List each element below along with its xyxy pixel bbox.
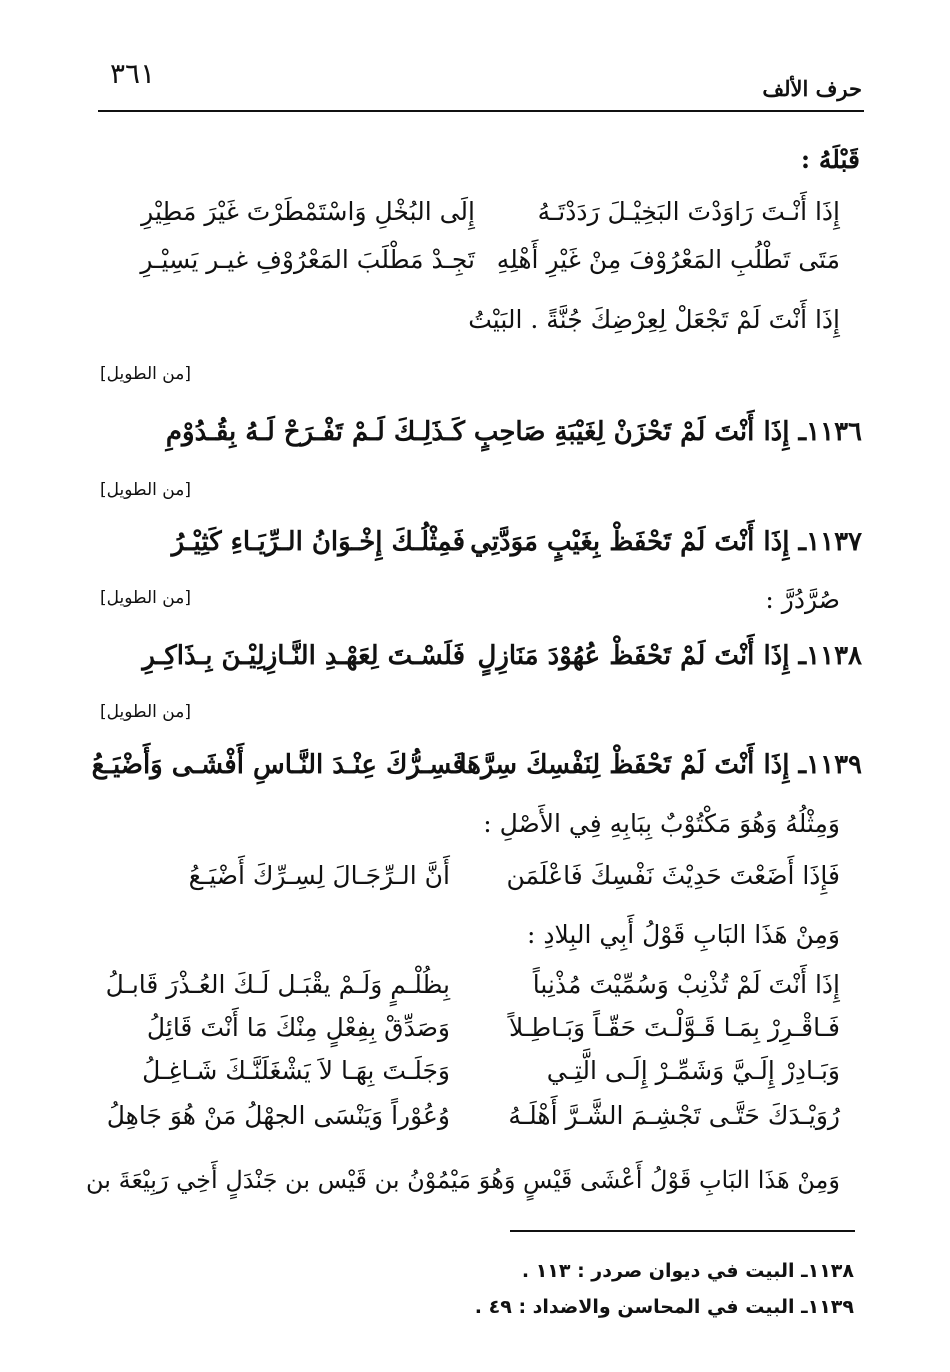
meter-label: [من الطويل] bbox=[100, 364, 191, 384]
verse-right: ١١٣٧ـ إِذَا أَنْتَ لَمْ تَحْفَظْ بِغَيْبٍ مَوَدَّتِي bbox=[470, 527, 862, 557]
note-line: وَمِنْ هَذَا البَابِ قَوْلُ أَعْشَى قَيْسٍ وَهُوَ مَيْمُوْنُ بن قَيْس بن جَنْدَلٍ أَخِي رَبِيْعَةَ بن bbox=[86, 1166, 840, 1194]
verse-right: فَإِذَا أَضَعْتَ حَدِيْثَ نَفْسِكَ فَاعْلَمَن bbox=[506, 861, 840, 890]
verse-right: ١١٣٩ـ إِذَا أَنْتَ لَمْ تَحْفَظْ لِنَفْسِكَ سِرَّهَا bbox=[459, 750, 862, 780]
meter-label: [من الطويل] bbox=[100, 588, 191, 608]
header-rule bbox=[98, 110, 864, 112]
verse-left: تَجِـدْ مَطْلَبَ المَعْرُوْفِ غيـر يَسِيْـرِ bbox=[140, 245, 475, 274]
footnote: ١١٣٨ـ البيت في ديوان صردر : ١١٣ . bbox=[521, 1260, 854, 1282]
verse-right: إِذَا أَنْـتَ رَاوَدْتَ البَخِيْـلَ رَدَدْتَـهُ bbox=[537, 197, 840, 226]
verse-left: فَلَسْـتَ لِعَهْـدِ النَّـازِلِيْـنَ بِـذَاكِـرِ bbox=[142, 641, 465, 671]
verse-right: ١١٣٦ـ إِذَا أَنْتَ لَمْ تَحْزَنْ لِغَيْبَةِ صَاحِبٍ bbox=[473, 417, 862, 447]
footnote-rule bbox=[510, 1230, 855, 1232]
verse-left: وَصَدِّقْ بِفِعْلٍ مِنْكَ مَا أَنْتَ قَائِلُ bbox=[146, 1013, 450, 1042]
verse-right: فَـاقْـرِرْ بِمَـا قَـوَّلْـتَ حَقّـاً وَبَـاطِـلاً bbox=[508, 1013, 840, 1042]
verse-left: أَنَّ الـرِّجَـالَ لِسِـرِّكَ أَضْيَـعُ bbox=[188, 861, 450, 890]
note-line: وَمِنْ هَذَا البَابِ قَوْلُ أَبِي البِلادِ : bbox=[526, 920, 840, 949]
verse-left: كَـذَلِـكَ لَـمْ تَفْـرَحْ لَـهُ بِقُـدُوْمِ bbox=[165, 417, 465, 447]
verse-right: ١١٣٨ـ إِذَا أَنْتَ لَمْ تَحْفَظْ عُهُوْدَ مَنَازِلٍ bbox=[477, 641, 862, 671]
verse-left: وُعُوْراً وَيَنْسَى الجهْلُ مَنْ هُوَ جَاهِلُ bbox=[106, 1101, 450, 1130]
verse-left: فَسِـرُّكَ عِنْـدَ النَّـاسِ أَفْشَـى وَأَضْيَـعُ bbox=[91, 750, 465, 780]
verse-right: إِذَا أَنْتَ لَمْ تُذْنِبْ وَسُمِّيْتَ مُذْنِباً bbox=[532, 970, 840, 999]
footnote: ١١٣٩ـ البيت في المحاسن والاضداد : ٤٩ . bbox=[474, 1296, 854, 1318]
verse-left: فَمِثْلُـكَ إِخْـوَانُ الـرِّيَـاءِ كَثِيْـرُ bbox=[171, 527, 465, 557]
meter-label: [من الطويل] bbox=[100, 702, 191, 722]
meter-label: [من الطويل] bbox=[100, 480, 191, 500]
verse-right: وَبَـادِرْ إِلَـيَّ وَشَمِّـرْ إِلَـى الَّتِـي bbox=[546, 1056, 840, 1085]
verse-left: إِلَى البُخْلِ وَاسْتَمْطَرْتَ غَيْرَ مَطِيْرِ bbox=[141, 197, 475, 226]
page-number: ٣٦١ bbox=[110, 57, 156, 90]
verse-left: بِظُلْـمٍ وَلَـمْ يقْبَـل لَـكَ العُـذْرَ قَابـلُ bbox=[105, 970, 450, 999]
attribution: صُرَّدُرَّ : bbox=[765, 585, 840, 614]
verse-right: مَتَى تَطْلُبِ المَعْرُوْفَ مِنْ غَيْرِ أَهْلِهِ bbox=[496, 245, 840, 274]
chapter-title: حرف الألف bbox=[762, 76, 862, 101]
verse-right: رُوَيْـدَكَ حَتَّـى تَجْشِـمَ الشَّـرَّ أَهْلَـهُ bbox=[508, 1101, 840, 1130]
verse-left: وَجَلَـتَ بِهَـا لاَ يَشْغَلَنَّـكَ شَـاغِـلُ bbox=[142, 1056, 450, 1085]
note-line: وَمِثْلُهُ وَهُوَ مَكْتُوْبٌ بِبَابِهِ فِي الأَصْلِ : bbox=[483, 809, 840, 838]
intro-closing-line: إِذَا أَنْتَ لَمْ تَجْعَلْ لِعِرْضِكَ جُنَّةً . البَيْتُ bbox=[468, 305, 840, 334]
intro-heading: قَبْلَهُ : bbox=[800, 145, 860, 174]
